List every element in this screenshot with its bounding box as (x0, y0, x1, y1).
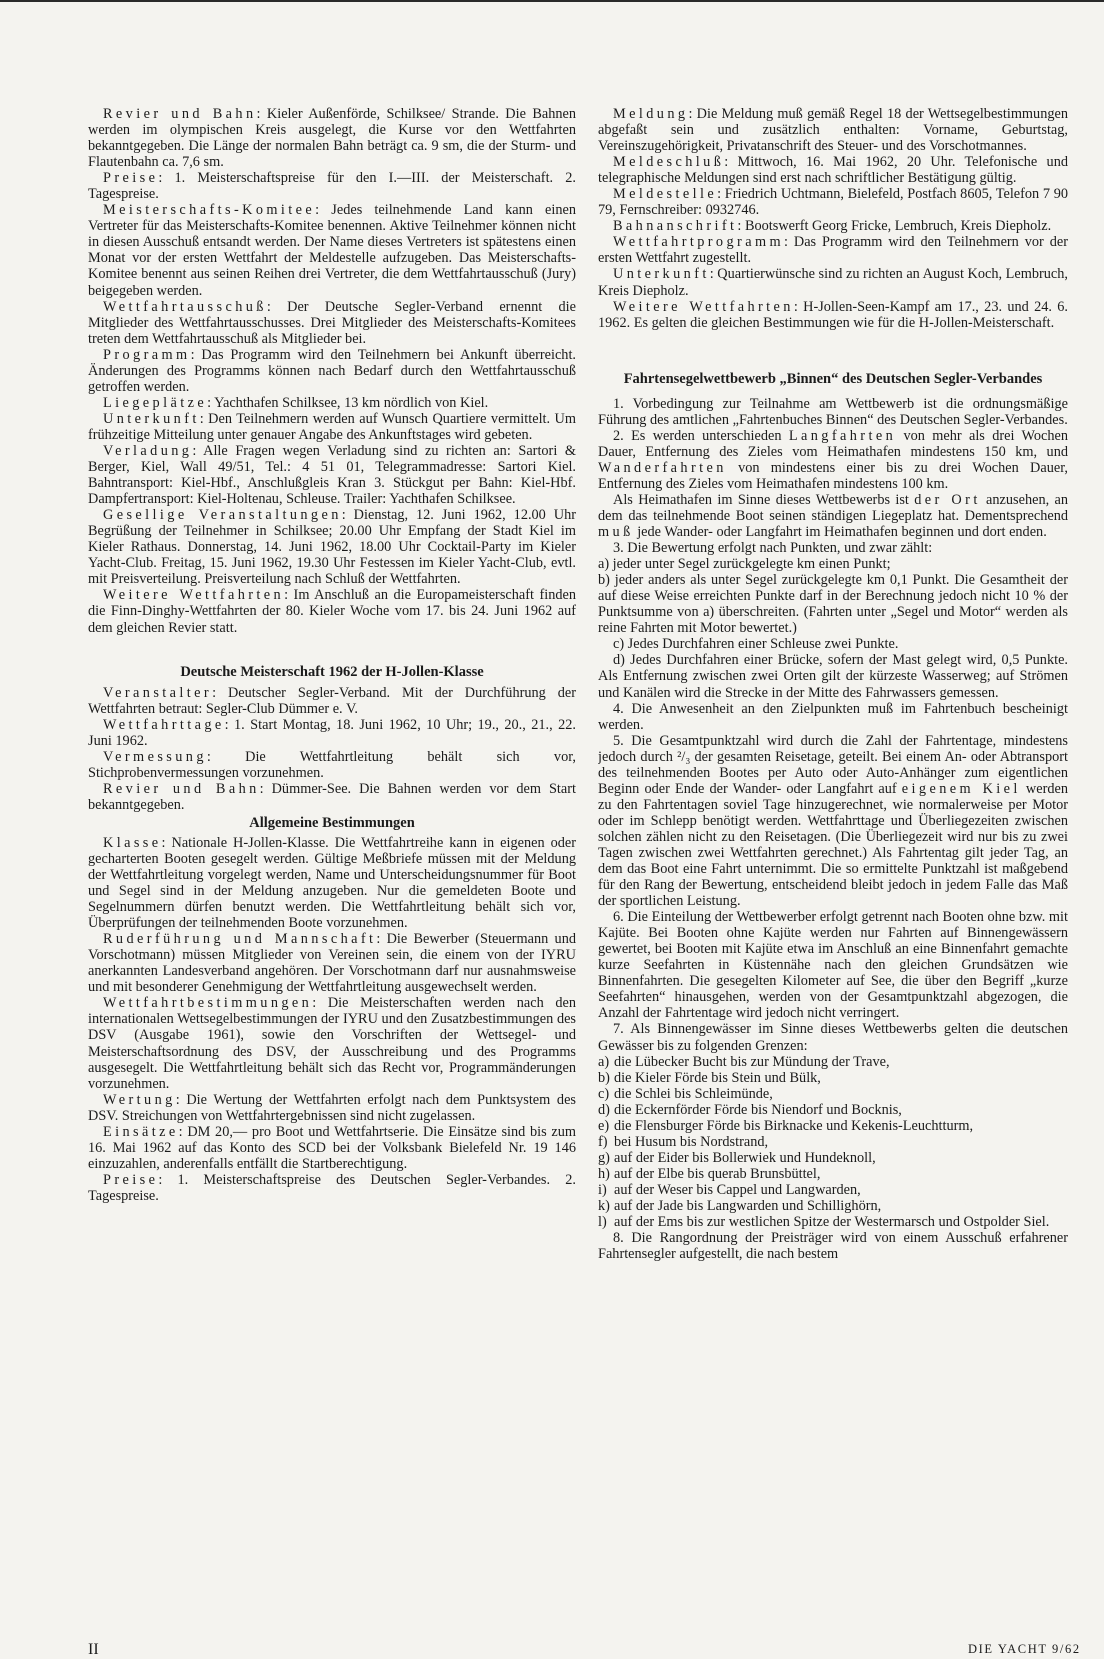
paragraph-komitee: Meisterschafts-Komitee: Jedes teilnehmende Land kann einen Vertreter für das Meisterschafts-Komitee benennen. Aktive Teilnehmer können nicht in diesen Ausschuß entsandt werden. Der Name dieses Vertreters ist spätestens einen Monat vor der ersten Wettfahrt der Meldestelle aufzugeben. Das Meisterschafts-Komitee benennt aus seinen Reihen drei Vertreter, die dem Wettfahrtausschuß (Jury) beigegeben werden. (88, 202, 576, 299)
paragraph-rule-4: 4. Die Anwesenheit an den Zielpunkten muß im Fahrtenbuch bescheinigt werden. (598, 700, 1068, 733)
paragraph-unterkunft-dh: Unterkunft: Quartierwünsche sind zu richten an August Koch, Lembruch, Kreis Diepholz. (598, 266, 1068, 299)
paragraph-meldeschluss: Meldeschluß: Mittwoch, 16. Mai 1962, 20 Uhr. Telefonische und telegraphische Meldungen sind erst nach schriftlicher Bestätigung gültig. (598, 154, 1068, 187)
paragraph-wettfahrtprogramm: Wettfahrtprogramm: Das Programm wird den Teilnehmern vor der ersten Wettfahrt zugestellt. (598, 234, 1068, 267)
list-item: g) auf der Eider bis Bollerwiek und Hundeknoll, (598, 1149, 876, 1166)
rule-3a: a) jeder unter Segel zurückgelegte km einen Punkt; (598, 556, 891, 573)
list-item: d) die Eckernförder Förde bis Niendorf und Bocknis, (598, 1101, 902, 1118)
paragraph-vermessung: Vermessung: Die Wettfahrtleitung behält sich vor, Stichprobenvermessungen vorzunehmen. (88, 748, 576, 781)
paragraph-rule-7: 7. Als Binnengewässer im Sinne dieses Wettbewerbs gelten die deutschen Gewässer bis zu folgenden Grenzen: (598, 1021, 1068, 1054)
paragraph-wettfahrtausschuss: Wettfahrtausschuß: Der Deutsche Segler-Verband ernennt die Mitglieder des Wettfahrtausschusses. Drei Mitglieder des Meisterschafts-Komitees treten dem Wettfahrtausschuß als Mitglieder bei. (88, 298, 576, 347)
paragraph-weitere-wettfahrten-h: Weitere Wettfahrten: H-Jollen-Seen-Kampf am 17., 23. und 24. 6. 1962. Es gelten die gleichen Bestimmungen wie für die H-Jollen-Meisterschaft. (598, 298, 1068, 331)
rule-3b: b) jeder anders als unter Segel zurückgelegte km 0,1 Punkt. Die Gesamtheit der auf diese Weise erreichten Punkte darf in der Berechnung jedoch nicht 10 % der Punktsumme von a) überschreiten. (Fahrten unter „Segel und Motor“ werden als reine Fahrten mit Motor bewertet.) (598, 572, 1068, 637)
section-heading-deutsche-meisterschaft: Deutsche Meisterschaft 1962 der H-Jollen-Klasse (180, 663, 484, 680)
paragraph-verladung: Verladung: Alle Fragen wegen Verladung sind zu richten an: Sartori & Berger, Kiel, Wall 49/51, Tel.: 4 51 01, Telegrammadresse: Sartori Kiel. Bahntransport: Kiel-Hbf., Anschlußgleis Kran 3. Stückgut per Bahn: Kiel-Hbf. Dampfertransport: Kiel-Holtenau, Schleuse. Trailer: Yachthafen Schilksee. (88, 442, 576, 508)
paragraph-ruderfuehrung: Ruderführung und Mannschaft: Die Bewerber (Steuermann und Vorschotmann) müssen Mitglieder von Vereinen sein, die einem von der IYRU anerkannten Landesverband angehören. Der Vorschotmann darf nur ausnahmsweise und mit besonderer Genehmigung der Wettfahrtleitung ausgewechselt werden. (88, 931, 576, 996)
paragraph-preise: Preise: 1. Meisterschaftspreise für den I.—III. der Meisterschaft. 2. Tagespreise. (88, 170, 576, 203)
paragraph-liegeplaetze: Liegeplätze: Yachthafen Schilksee, 13 km nördlich von Kiel. (103, 394, 489, 411)
paragraph-einsaetze: Einsätze: DM 20,— pro Boot und Wettfahrtserie. Die Einsätze sind bis zum 16. Mai 1962 auf das Konto des SCD bei der Volksbank Bielefeld Nr. 19 146 einzuzahlen, anderenfalls entfällt die Startberechtigung. (88, 1123, 576, 1172)
list-item: f) bei Husum bis Nordstrand, (598, 1133, 769, 1150)
page-number: II (88, 1641, 99, 1658)
paragraph-wertung: Wertung: Die Wertung der Wettfahrten erfolgt nach dem Punktsystem des DSV. Streichungen von Wettfahrtergebnissen sind nicht zugelassen. (88, 1091, 576, 1124)
paragraph-meldestelle: Meldestelle: Friedrich Uchtmann, Bielefeld, Postfach 8605, Telefon 7 90 79, Fernschreiber: 0932746. (598, 186, 1068, 219)
list-item: c) die Schlei bis Schleimünde, (598, 1085, 773, 1102)
paragraph-klasse: Klasse: Nationale H-Jollen-Klasse. Die Wettfahrtreihe kann in eigenen oder gecharterten Booten gesegelt werden. Gültige Meßbriefe müssen mit der Meldung der Wettfahrtleitung vorgelegt werden, Name und Unterscheidungsnummer für Boot und Segel sind in der Meldung anzugeben. Nur die gemeldeten Boote und Segelnummern dürfen benutzt werden. Die Wettfahrtleitung behält sich vor, Überprüfungen der teilnehmenden Boote vorzunehmen. (88, 834, 576, 932)
journal-footer: DIE YACHT 9/62 (968, 1642, 1081, 1656)
list-item: a) die Lübecker Bucht bis zur Mündung der Trave, (598, 1053, 890, 1070)
paragraph-revier: Revier und Bahn: Kieler Außenförde, Schilksee/ Strande. Die Bahnen werden im olympischen Kreis ausgelegt, die Kurse vor den Wettfahrten bekanntgegeben. Die Länge der normalen Bahn beträgt ca. 9 sm, die der Sturm- und Flautenbahn ca. 7,6 sm. (88, 106, 576, 171)
paragraph-wettfahrtbestimmungen: Wettfahrtbestimmungen: Die Meisterschaften werden nach den internationalen Wettsegelbestimmungen der IYRU und den Zusatzbestimmungen des DSV (Ausgabe 1961), sowie den Vorschriften der Wettsegel- und Meisterschaftsordnung des DSV, der Ausschreibung und des Programms ausgesegelt. Die Wettfahrtleitung behält sich das Recht vor, Programmänderungen vorzunehmen. (88, 995, 576, 1092)
left-column (88, 106, 576, 1204)
top-rule (0, 0, 1104, 2)
list-item: k) auf der Jade bis Langwarden und Schillighörn, (598, 1198, 882, 1214)
section-heading-allgemeine-bestimmungen: Allgemeine Bestimmungen (249, 814, 415, 831)
paragraph-rule-6: 6. Die Einteilung der Wettbewerber erfolgt getrennt nach Booten ohne bzw. mit Kajüte. Bei Booten ohne Kajüte werden nur Fahrten auf Binnengewässern gewertet, bei Booten mit Kajüte etwa im Anschluß an eine Binnenfahrt gemachte kurze Seefahrten in Küstennähe nach den gleichen Grundsätzen wie Binnenfahrten. Die gesegelten Kilometer auf See, die über den Begriff „kurze Seefahrten“ hinausgehen, werden von der Gesamtpunktzahl abgezogen, die Anzahl der Fahrtentage wird jedoch nicht verringert. (598, 909, 1068, 1022)
paragraph-rule-2: 2. Es werden unterschieden Langfahrten von mehr als drei Wochen Dauer, Entfernung des Zieles vom Heimathafen mindestens 150 km, und Wanderfahrten von mindestens einer bis zu drei Wochen Dauer, Entfernung des Zieles vom Heimathafen mindestens 100 km. (598, 427, 1068, 492)
paragraph-rule-3: 3. Die Bewertung erfolgt nach Punkten, und zwar zählt: (613, 540, 933, 557)
paragraph-rule-8: 8. Die Rangordnung der Preisträger wird von einem Ausschuß erfahrener Fahrtensegler aufgestellt, die nach bestem (598, 1230, 1068, 1263)
rule-3d: d) Jedes Durchfahren einer Brücke, sofern der Mast gelegt wird, 0,5 Punkte. Als Entfernung zwischen zwei Orten gilt der kürzeste Wasserweg; auf Strömen und Kanälen wird die Strecke in der Mitte des Fahrwassers gemessen. (598, 652, 1068, 701)
term-revier: Revier und Bahn (103, 106, 257, 122)
paragraph-bahnanschrift: Bahnanschrift: Bootswerft Georg Fricke, Lembruch, Kreis Diepholz. (613, 218, 1052, 235)
paragraph-heimathafen: Als Heimathafen im Sinne dieses Wettbewerbs ist der Ort anzusehen, an dem das teilnehmende Boot seinen ständigen Liegeplatz hat. Dementsprechend muß jede Wander- oder Langfahrt im Heimathafen beginnen und dort enden. (598, 491, 1068, 541)
paragraph-revier-duemmer: Revier und Bahn: Dümmer-See. Die Bahnen werden vor dem Start bekanntgegeben. (88, 780, 576, 813)
paragraph-preise-dsv: Preise: 1. Meisterschaftspreise des Deutschen Segler-Verbandes. 2. Tagespreise. (88, 1171, 576, 1204)
paragraph-veranstalter: Veranstalter: Deutscher Segler-Verband. Mit der Durchführung der Wettfahrten betraut: Segler-Club Dümmer e. V. (88, 684, 576, 717)
paragraph-rule-5: 5. Die Gesamtpunktzahl wird durch die Zahl der Fahrtentage, mindestens jedoch durch ²/₃ der gesamten Reisetage, geteilt. Bei einem An- oder Abtransport des teilnehmenden Bootes per Auto oder Auto-Anhänger zum eigentlichen Beginn oder Ende der Wander- oder Langfahrt auf eigenem Kiel werden zu den Fahrtentagen soviel Tage hinzugerechnet, wie normalerweise per Motor oder im Schlepp benötigt werden. Wettfahrttage und Überliegezeiten zwischen solchen zählen nicht zu den Reisetagen. (Die Überliegezeit wird nur bis zu zwei Tagen zwischen zwei Wettfahrten gerechnet.) Als Fahrtentag gilt jeder Tag, an dem das Boot eine Fahrt unternimmt. Die so ermittelte Punktzahl ist maßgebend für den Rang der Bewertung, entscheidend bleibt jedoch in jedem Falle das Maß der sportlichen Leistung. (598, 732, 1068, 910)
list-item: l) auf der Ems bis zur westlichen Spitze der Westermarsch und Ostpolder Siel. (598, 1214, 1050, 1231)
paragraph-programm: Programm: Das Programm wird den Teilnehmern bei Ankunft überreicht. Änderungen des Programms können nach Bedarf durch den Wettfahrtausschuß getroffen werden. (88, 346, 576, 395)
paragraph-veranstaltungen: Gesellige Veranstaltungen: Dienstag, 12. Juni 1962, 12.00 Uhr Begrüßung der Teilnehmer in Schilksee; 20.00 Uhr Empfang der Stadt Kiel im Kieler Rathaus. Donnerstag, 14. Juni 1962, 18.00 Uhr Cocktail-Party im Kieler Yacht-Club. Freitag, 15. Juni 1962, 19.30 Uhr Festessen im Kieler Yacht-Club, evtl. mit Preisverteilung. Preisverteilung nach Schluß der Wettfahrten. (88, 507, 576, 588)
rule-3c: c) Jedes Durchfahren einer Schleuse zwei Punkte. (613, 636, 899, 653)
paragraph-unterkunft: Unterkunft: Den Teilnehmern werden auf Wunsch Quartiere vermittelt. Um frühzeitige Mitteilung unter genauer Angabe des Ankunftstages wird gebeten. (88, 410, 576, 443)
right-column (598, 106, 1068, 1262)
paragraph-meldung: Meldung: Die Meldung muß gemäß Regel 18 der Wettsegelbestimmungen abgefaßt sein und zusätzlich enthalten: Vorname, Geburtstag, Vereinszugehörigkeit, Privatanschrift des Steuer- und des Vorschotmannes. (598, 106, 1068, 155)
paragraph-weitere-wettfahrten: Weitere Wettfahrten: Im Anschluß an die Europameisterschaft finden die Finn-Dinghy-Wettfahrten der 80. Kieler Woche vom 17. bis 24. Juni 1962 auf dem gleichen Revier statt. (88, 587, 576, 636)
paragraph-wettfahrttage: Wettfahrttage: 1. Start Montag, 18. Juni 1962, 10 Uhr; 19., 20., 21., 22. Juni 1962. (88, 716, 576, 749)
list-item: b) die Kieler Förde bis Stein und Bülk, (598, 1069, 821, 1086)
paragraph-rule-1: 1. Vorbedingung zur Teilnahme am Wettbewerb ist die ordnungsmäßige Führung des amtlichen „Fahrtenbuches Binnen“ des Deutschen Segler-Verbandes. (598, 395, 1068, 428)
list-item: e) die Flensburger Förde bis Birknacke und Kekenis-Leuchtturm, (598, 1117, 974, 1134)
binnengewaesser-list (598, 1054, 1068, 1231)
list-item: h) auf der Elbe bis querab Brunsbüttel, (598, 1165, 821, 1182)
list-item: i) auf der Weser bis Cappel und Langwarden, (598, 1181, 861, 1198)
section-heading-fahrtensegelwettbewerb: Fahrtensegelwettbewerb „Binnen“ des Deutschen Segler-Verbandes (623, 370, 1043, 387)
